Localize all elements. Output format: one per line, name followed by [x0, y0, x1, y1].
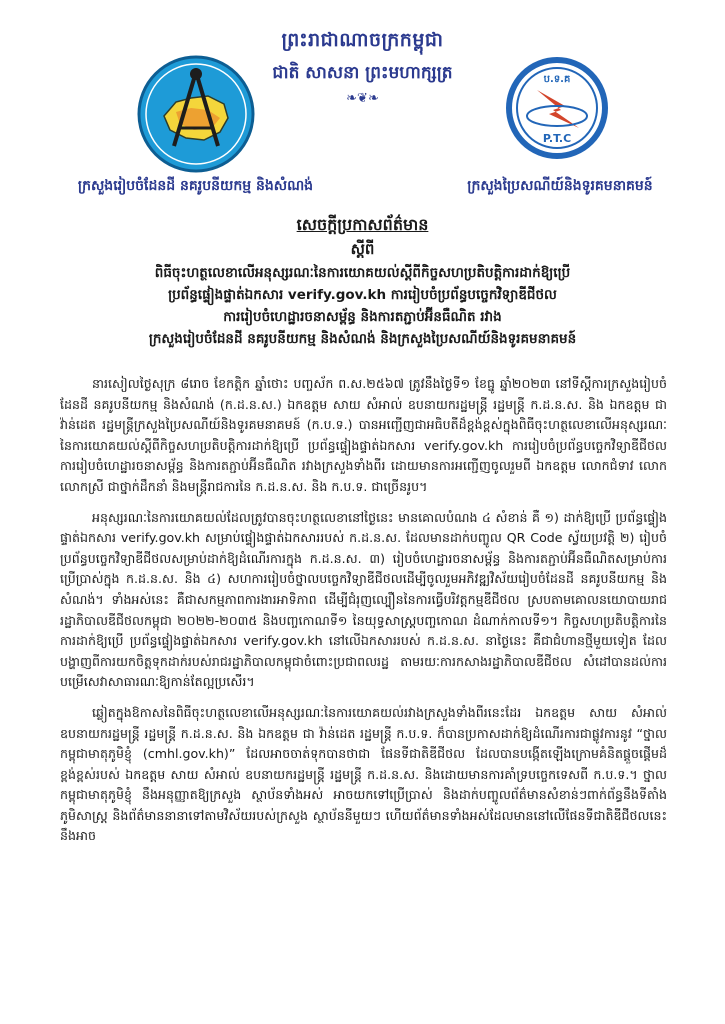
title-line: ពិធីចុះហត្ថលេខាលើអនុស្សរណៈនៃការយោគយល់ស្តីពីកិច្ចសហប្រតិបត្តិការដាក់ឱ្យប្រើ — [154, 265, 571, 281]
kingdom-header — [0, 28, 725, 106]
announcement-title-block — [40, 214, 685, 350]
body-paragraph: ឆ្លៀតក្នុងឱកាសនៃពិធីចុះហត្ថលេខាលើអនុស្សរណៈនៃការយោគយល់រវាងក្រសួងទាំងពីរនេះដែរ ឯកឧត្តម សាយ សំអាល់ ឧបនាយករដ្ឋមន្ត្រី រដ្ឋមន្ត្រី ក.ដ.ន.ស. និង ឯកឧត្តម ជា វ៉ាន់ដេត រដ្ឋមន្ត្រី ក.ប.ទ. ក៏បានប្រកាសដាក់ឱ្យដំណើរការជាផ្លូវការនូវ “ថ្នាលកម្ពុជាមាតុភូមិខ្ញុំ (cmhl.gov.kh)” ដែលអាចចាត់ទុកបានថាជា ផែនទីជាតិឌីជីថល ដែលបានបង្កើតឡើងក្រោមគំនិតផ្តួចផ្តើមដ៏ខ្ពង់ខ្ពស់របស់ ឯកឧត្តម សាយ សំអាល់ ឧបនាយករដ្ឋមន្ត្រី រដ្ឋមន្ត្រី ក.ដ.ន.ស. និងដោយមានការគាំទ្របច្ចេកទេសពី ក.ប.ទ.។ ថ្នាលកម្ពុជាមាតុភូមិខ្ញុំ នឹងអនុញ្ញាតឱ្យក្រសួង ស្ថាប័នទាំងអស់ អាចយកទៅប្រើប្រាស់ និងដាក់បញ្ចូលព័ត៌មានសំខាន់ៗពាក់ព័ន្ធនឹងទីតាំងភូមិសាស្ត្រ និងព័ត៌មាននានាទៅតាមវិស័យរបស់ក្រសួង ស្ថាប័ននីមួយៗ ហើយព័ត៌មានទាំងអស់ដែលមាននៅលើផែនទីជាតិឌីជីថលនេះ នឹងអាច — [60, 704, 667, 844]
ministry-right-name: ក្រសួងប្រៃសណីយ៍និងទូរគមនាគមន៍ — [467, 178, 653, 194]
announcement-body — [60, 374, 667, 857]
ptc-top-text: ប.ទ.គ — [543, 74, 571, 85]
national-motto: ជាតិ សាសនា ព្រះមហាក្សត្រ — [272, 63, 453, 83]
ptc-bottom-text: P.T.C — [542, 132, 572, 145]
ministry-ptc-logo — [505, 56, 609, 168]
title-line: ប្រព័ន្ធផ្ទៀងផ្ទាត់ឯកសារ verify.gov.kh ការរៀបចំប្រព័ន្ធបច្ចេកវិទ្យាឌីជីថល — [168, 287, 557, 303]
announcement-about: ស្តីពី — [350, 240, 375, 258]
title-line: ក្រសួងរៀបចំដែនដី នគរូបនីយកម្ម និងសំណង់ និងក្រសួងប្រៃសណីយ៍និងទូរគមនាគមន៍ — [148, 331, 577, 347]
ministry-land-logo — [136, 54, 256, 174]
ministry-left-name: ក្រសួងរៀបចំដែនដី នគរូបនីយកម្ម និងសំណង់ — [77, 178, 314, 194]
announcement-heading: សេចក្តីប្រកាសព័ត៌មាន — [296, 215, 429, 234]
body-paragraph: នារសៀលថ្ងៃសុក្រ ៨រោច ខែកត្តិក ឆ្នាំថោះ បញ្ចស័ក ព.ស.២៥៦៧ ត្រូវនឹងថ្ងៃទី១ ខែធ្នូ ឆ្នាំ២០២៣ នៅទីស្តីការក្រសួងរៀបចំដែនដី នគរូបនីយកម្ម និងសំណង់ (ក.ដ.ន.ស.) ឯកឧត្តម សាយ សំអាល់ ឧបនាយករដ្ឋមន្ត្រី រដ្ឋមន្ត្រី ក.ដ.ន.ស. និង ឯកឧត្តម ជា វ៉ាន់ដេត រដ្ឋមន្ត្រីក្រសួងប្រៃសណីយ៍និងទូរគមនាគមន៍ (ក.ប.ទ.) បានអញ្ជើញជាអធិបតីដ៏ខ្ពង់ខ្ពស់ក្នុងពិធីចុះហត្ថលេខាលើអនុស្សរណៈនៃការយោគយល់ស្តីពីកិច្ចសហប្រតិបត្តិការដាក់ឱ្យប្រើ ប្រព័ន្ធផ្ទៀងផ្ទាត់ឯកសារ verify.gov.kh ការរៀបចំប្រព័ន្ធបច្ចេកវិទ្យាឌីជីថល ការរៀបចំហេដ្ឋារចនាសម្ព័ន្ធ និងការតភ្ជាប់អ៊ីនធឺណិត រវាងក្រសួងទាំងពីរ ដោយមានការអញ្ជើញចូលរួមពី ឯកឧត្តម លោកជំទាវ លោក លោកស្រី ជាថ្នាក់ដឹកនាំ និងមន្ត្រីរាជការនៃ ក.ដ.ន.ស. និង ក.ប.ទ. ជាច្រើនរូប។ — [60, 376, 667, 494]
kingdom-title: ព្រះរាជាណាចក្រកម្ពុជា — [281, 29, 444, 51]
body-paragraph: អនុស្សរណៈនៃការយោគយល់ដែលត្រូវបានចុះហត្ថលេខានៅថ្ងៃនេះ មានគោលបំណង ៤ សំខាន់ គឺ ១) ដាក់ឱ្យប្រើ ប្រព័ន្ធផ្ទៀងផ្ទាត់ឯកសារ verify.gov.kh សម្រាប់ផ្ទៀងផ្ទាត់ឯកសាររបស់ ក.ដ.ន.ស. ដែលមានដាក់បញ្ចូល QR Code ស្វ័យប្រវត្តិ ២) រៀបចំប្រព័ន្ធបច្ចេកវិទ្យាឌីជីថលសម្រាប់ដាក់ឱ្យដំណើរការក្នុង ក.ដ.ន.ស. ៣) រៀបចំហេដ្ឋារចនាសម្ព័ន្ធ និងការតភ្ជាប់អ៊ីនធឺណិតសម្រាប់ការប្រើប្រាស់ក្នុង ក.ដ.ន.ស. និង ៤) សហការរៀបចំថ្នាលបច្ចេកវិទ្យាឌីជីថលដើម្បីចូលរួមអភិវឌ្ឍវិស័យរៀបចំដែនដី នគរូបនីយកម្ម និងសំណង់។ ទាំងអស់នេះ គឺជាសកម្មភាពការងារអាទិភាព ដើម្បីជំរុញល្បឿននៃការធ្វើបរិវត្តកម្មឌីជីថល ស្របតាមគោលនយោបាយរាជរដ្ឋាភិបាលឌីជីថលកម្ពុជា ២០២២-២០៣៥ និងបញ្ចកោណទី១ នៃយុទ្ធសាស្ត្របញ្ចកោណ ដំណាក់កាលទី១។ កិច្ចសហប្រតិបត្តិការនៃការដាក់ឱ្យប្រើ ប្រព័ន្ធផ្ទៀងផ្ទាត់ឯកសារ verify.gov.kh នៅលើឯកសាររបស់ ក.ដ.ន.ស. នាថ្ងៃនេះ គឺជាជំហានថ្មីមួយទៀត ដែលបង្ហាញពីការយកចិត្តទុកដាក់របស់រាជរដ្ឋាភិបាលកម្ពុជាចំពោះប្រជាពលរដ្ឋ តាមរយៈការកសាងរដ្ឋាភិបាលឌីជីថល សំដៅបានដល់ការបម្រើសេវាសាធារណៈឱ្យកាន់តែល្អប្រសើរ។ — [60, 509, 667, 690]
ornament-divider: ❧❦❧ — [346, 91, 379, 106]
title-line: ការរៀបចំហេដ្ឋារចនាសម្ព័ន្ធ និងការតភ្ជាប់អ៊ីនធឺណិត រវាង — [223, 309, 502, 325]
